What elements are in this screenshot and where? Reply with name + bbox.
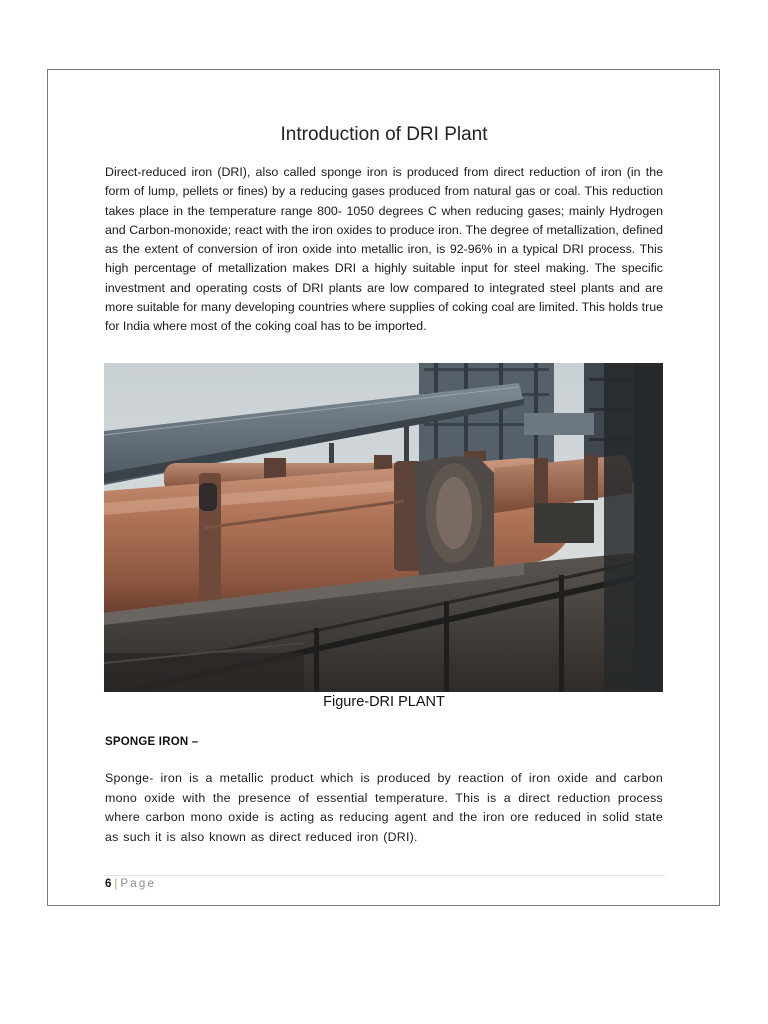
page-label: Page bbox=[120, 878, 157, 890]
intro-paragraph: Direct-reduced iron (DRI), also called sponge iron is produced from direct reduction of iron (in the form of lump, pellets or fines) by a reducing gases produced from natural gas or coal. This reduction takes place in the temperature range 800- 1050 degrees C when reducing gases; mainly Hydrogen and Carbon-monoxide; react with the iron oxides to produce iron. The degree of metallization, defined as the extent of conversion of iron oxide into metallic iron, is 92-96% in a typical DRI process. This high percentage of metallization makes DRI a highly suitable input for steel making. The specific investment and operating costs of DRI plants are low compared to integrated steel plants and are more suitable for many developing countries where supplies of coking coal are limited. This holds true for India where most of the coking coal has to be imported. bbox=[105, 165, 663, 334]
dri-plant-photo bbox=[104, 363, 663, 692]
section-heading: SPONGE IRON – bbox=[105, 736, 199, 748]
footer-divider bbox=[104, 875, 665, 876]
page-footer bbox=[105, 878, 156, 890]
footer-separator: | bbox=[114, 878, 118, 890]
page-number: 6 bbox=[105, 878, 112, 890]
page-title: Introduction of DRI Plant bbox=[280, 124, 488, 145]
sponge-iron-paragraph: Sponge- iron is a metallic product which is produced by reaction of iron oxide and carbon mono oxide with the presence of essential temperature. This is a direct reduction process where carbon mono oxide is acting as reducing agent and the iron ore reduced in solid state as such it is also known as direct reduced iron (DRI). bbox=[105, 771, 663, 844]
figure-caption: Figure-DRI PLANT bbox=[323, 694, 445, 710]
